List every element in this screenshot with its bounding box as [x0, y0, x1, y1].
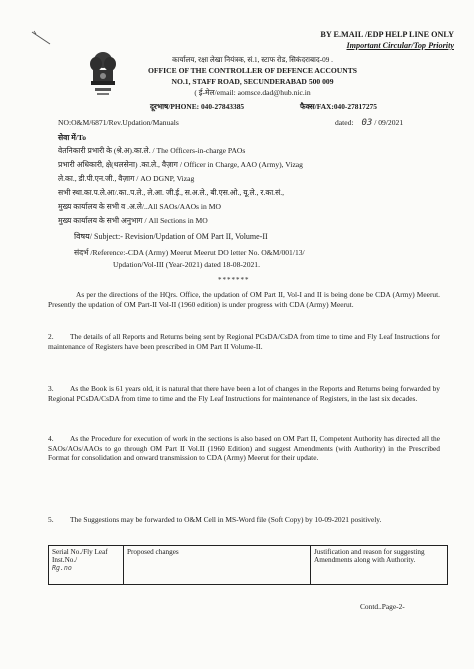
paragraph-2-number: 2. — [48, 332, 54, 341]
paragraph-5-number: 5. — [48, 515, 54, 524]
to-label: सेवा में/To — [58, 133, 87, 142]
paragraph-3 — [48, 384, 440, 403]
separator-stars: ******* — [218, 276, 250, 284]
serial-handwritten-note: Rg.no — [52, 564, 72, 572]
table-row — [49, 546, 448, 585]
reference-line-1: संदर्भ /Reference:-CDA (Army) Meerut Meerut DO letter No. O&M/001/13/ — [74, 248, 305, 257]
office-address: NO.1, STAFF ROAD, SECUNDERABAD 500 009 — [171, 77, 334, 86]
table-header-proposed-changes: Proposed changes — [124, 546, 311, 585]
office-name: OFFICE OF THE CONTROLLER OF DEFENCE ACCOUNTS — [148, 66, 357, 75]
addressee-line-3: ले.का., डी.पी.एन.जी., वैज़ाग / AO DGNP, Vizag — [58, 174, 195, 183]
by-email-title: BY E.MAIL /EDP HELP LINE ONLY — [320, 30, 454, 39]
addressee-line-2: प्रभारी अधिकारी, क्षे(थलसेना) .का.ले., वैज़ाग / Officer in Charge, AAO (Army), Vizag — [58, 160, 303, 169]
paragraph-3-text: As the Book is 61 years old, it is natural that there have been a lot of changes in the Reports and Returns being forwarded by Regional PCsDA/CsDA from time to time and the Fly Leaf Instructions for maintenance of Registers, in the last six decades. — [48, 384, 440, 403]
paragraph-2-text: The details of all Reports and Returns being sent by Regional PCsDA/CsDA from time to time and Fly Leaf Instructions for maintenance of Registers have been prescribed in OM Part II Volume-II. — [48, 332, 440, 351]
paragraph-4-number: 4. — [48, 434, 54, 443]
table-header-serial — [49, 546, 124, 585]
paragraph-1: As per the directions of the HQrs. Office, the updation of OM Part II, Vol-I and II is being done be CDA (Army) Meerut. Presently the updation of OM Part-II Vol-II (1960 edition) is under progress with CDA (Army) Meerut. — [48, 290, 440, 309]
addressee-line-1: वेतनिकारी प्रभारी के (श्रे.अ).का.ले. / The Officers-in-charge PAOs — [58, 146, 246, 155]
pen-mark-icon — [30, 30, 52, 46]
dated-label: dated: — [335, 118, 354, 127]
amendment-format-table — [48, 545, 448, 585]
addressee-line-4: सभी स्था.का.प.ले.आ/.का..प.ले., ले.आ. जी.ई., स.अ.ले., बी.एस.ओ., यू.ले., र.का.सं., — [58, 188, 285, 197]
addressee-line-5: मुख्य कार्यालय के सभी व .अ.ले/..All SAOs/AAOs in MO — [58, 202, 221, 211]
paragraph-5 — [48, 515, 440, 525]
addressee-line-6: मुख्य कार्यालय के सभी अनुभाग / All Sections in MO — [58, 216, 208, 225]
paragraph-5-text: The Suggestions may be forwarded to O&M Cell in MS-Word file (Soft Copy) by 10-09-2021 positively. — [70, 515, 382, 524]
dated-handwritten-day: 03 — [361, 118, 373, 128]
office-email[interactable]: ( ई-मेल/email: aomsce.dad@hub.nic.in — [194, 88, 311, 97]
paragraph-3-number: 3. — [48, 384, 54, 393]
reference-number: NO:O&M/6871/Rev.Updation/Manuals — [58, 118, 179, 127]
subject-line: विषय/ Subject:- Revision/Updation of OM Part II, Volume-II — [74, 232, 268, 241]
table-header-justification: Justification and reason for suggesting Amendments along with Authority. — [311, 546, 448, 585]
national-emblem-icon — [86, 50, 120, 98]
office-phone: दूरभाष/PHONE: 040-27843385 — [150, 102, 245, 111]
paragraph-4 — [48, 434, 440, 463]
continued-label: Contd..Page-2- — [360, 602, 405, 611]
reference-line-2: Updation/Vol-III (Year-2021) dated 18-08-2021. — [113, 260, 260, 269]
paragraph-2 — [48, 332, 440, 351]
date-line — [335, 118, 403, 129]
paragraph-4-text: As the Procedure for execution of work in the sections is also based on OM Part II, Competent Authority has directed all the SAOs/AOs/AAOs to go through OM Part II Vol.II (1960 Edition) and suggest Amendments (with Authority) in the Prescribed Format for consolidation and onward transmission to CDA (Army) Meerut for their update. — [48, 434, 440, 463]
important-circular-label: Important Circular/Top Priority — [346, 41, 454, 50]
hindi-office-name: कार्यालय, रक्षा लेखा नियंत्रक, सं.1, स्टाफ रोड, सिकंदराबाद-09 . — [172, 56, 333, 64]
office-fax: फैक्स/FAX:040-27817275 — [300, 102, 377, 111]
serial-label: Serial No./Fly Leaf Inst.No./ — [52, 548, 108, 564]
dated-rest: / 09/2021 — [374, 118, 404, 127]
